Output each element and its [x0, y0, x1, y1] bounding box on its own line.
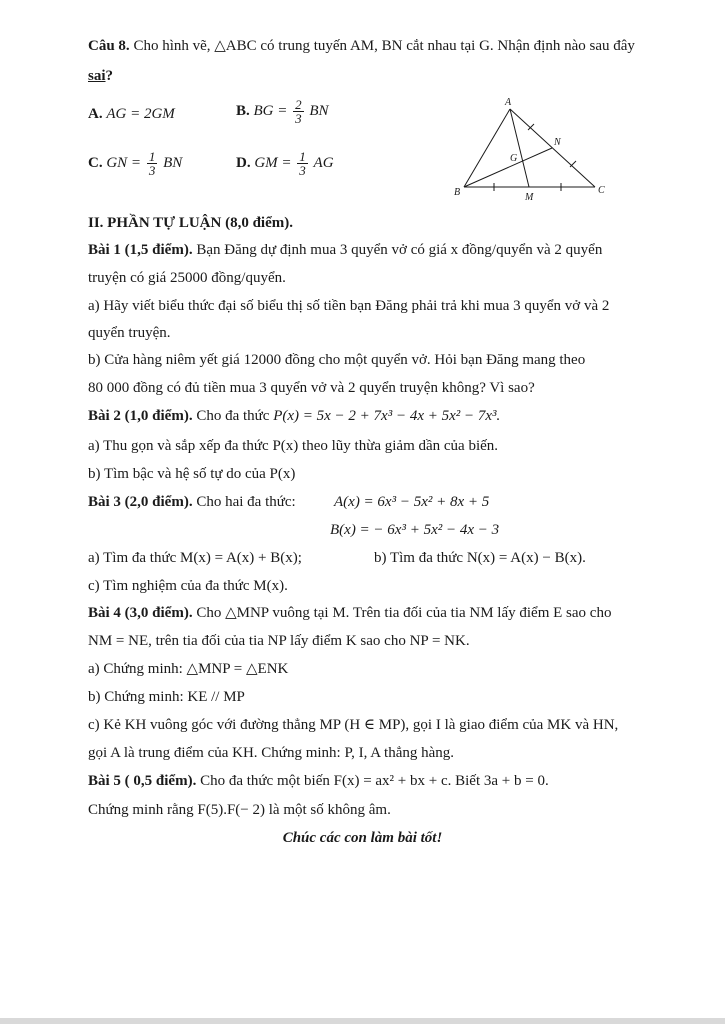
bai3-b: b) Tìm đa thức N(x) = A(x) − B(x). — [374, 550, 586, 566]
triangle-figure — [450, 95, 620, 210]
bai5-line-1 — [88, 771, 549, 791]
bai3-poly-b: B(x) = − 6x³ + 5x² − 4x − 3 — [330, 522, 500, 538]
bai2-line-1 — [88, 406, 500, 426]
label-b: B — [454, 187, 461, 198]
option-lhs: GM = — [254, 154, 292, 171]
q8-option-d — [236, 150, 334, 177]
bai1-line-1 — [88, 240, 602, 260]
median-bn — [464, 148, 552, 187]
q8-text: Cho hình vẽ, △ABC có trung tuyến AM, BN cắt nhau tại G. Nhận định nào sau đây — [133, 38, 635, 54]
median-am — [510, 109, 529, 187]
fraction — [293, 98, 304, 125]
bai1-b-2: 80 000 đồng có đủ tiền mua 3 quyển vở và 2 quyển truyện không? Vì sao? — [88, 380, 535, 396]
label-n: N — [554, 137, 561, 148]
fraction-den: 3 — [299, 163, 306, 178]
bai5-label: Bài 5 ( 0,5 điểm). — [88, 773, 197, 789]
fraction-num: 1 — [299, 149, 306, 164]
q8-label: Câu 8. — [88, 38, 130, 54]
bai5-text-2: Chứng minh rằng F(5).F(− 2) là một số không âm. — [88, 802, 391, 818]
bai5-text-1: Cho đa thức một biến F(x) = ax² + bx + c. Biết 3a + b = 0. — [200, 773, 549, 789]
bai1-text-1: Bạn Đăng dự định mua 3 quyển vở có giá x đồng/quyển và 2 quyển — [196, 242, 603, 258]
option-letter: D. — [236, 154, 251, 171]
bai2-b: b) Tìm bậc và hệ số tự do của P(x) — [88, 466, 296, 482]
fraction — [147, 150, 158, 177]
bai4-line-1 — [88, 603, 611, 623]
bai4-c-1: c) Kẻ KH vuông góc với đường thẳng MP (H ∈ MP), gọi I là giao điểm của MK và HN, — [88, 717, 619, 733]
bai3-a: a) Tìm đa thức M(x) = A(x) + B(x); — [88, 550, 302, 566]
bai3-text: Cho hai đa thức: — [196, 494, 296, 510]
q8-option-b — [236, 98, 329, 125]
bai4-a: a) Chứng minh: △MNP = △ENK — [88, 661, 289, 677]
bai3-label: Bài 3 (2,0 điểm). — [88, 494, 193, 510]
bai3-line-1 — [88, 492, 296, 512]
q8-wrong-word: sai — [88, 68, 106, 84]
label-c: C — [598, 185, 605, 196]
bai1-b-1: b) Cửa hàng niêm yết giá 12000 đồng cho một quyển vở. Hỏi bạn Đăng mang theo — [88, 352, 586, 368]
bai4-b: b) Chứng minh: KE // MP — [88, 689, 245, 705]
option-lhs: GN = — [106, 154, 142, 171]
bai1-a-1: a) Hãy viết biểu thức đại số biểu thị số tiền bạn Đăng phải trả khi mua 3 quyển vở và 2 — [88, 298, 610, 314]
fraction — [297, 150, 308, 177]
tick-nc — [570, 161, 576, 167]
bai4-c-2: gọi A là trung điểm của KH. Chứng minh: P, I, A thẳng hàng. — [88, 745, 455, 761]
fraction-den: 3 — [148, 163, 156, 178]
bai2-poly: P(x) = 5x − 2 + 7x³ − 4x + 5x² − 7x³. — [273, 408, 501, 424]
option-letter: B. — [236, 102, 250, 119]
q8-line-1 — [88, 36, 635, 56]
scan-bottom-edge — [0, 1018, 725, 1024]
q8-option-c — [88, 150, 182, 177]
bai1-label: Bài 1 (1,5 điểm). — [88, 242, 193, 258]
bai3-c: c) Tìm nghiệm của đa thức M(x). — [88, 578, 288, 594]
bai2-label: Bài 2 (1,0 điểm). — [88, 408, 193, 424]
bai1-a-2: quyển truyện. — [88, 325, 171, 341]
side-ab — [464, 109, 510, 187]
bai1-text-2: truyện có giá 25000 đồng/quyển. — [88, 270, 286, 286]
bai4-text-2: NM = NE, trên tia đối của tia NP lấy điểm K sao cho NP = NK. — [88, 633, 470, 649]
fraction-den: 3 — [295, 111, 302, 126]
bai4-text-1: Cho △MNP vuông tại M. Trên tia đối của tia NM lấy điểm E sao cho — [196, 605, 612, 621]
label-a: A — [505, 97, 512, 108]
part2-title: II. PHẦN TỰ LUẬN (8,0 điểm). — [88, 215, 293, 231]
bai4-label: Bài 4 (3,0 điểm). — [88, 605, 193, 621]
q8-line-2 — [88, 66, 113, 86]
closing-line: Chúc các con làm bài tốt! — [282, 830, 443, 846]
bai2-text: Cho đa thức — [196, 408, 270, 424]
option-letter: A. — [88, 106, 103, 122]
option-expr: AG = 2GM — [106, 106, 175, 122]
option-rhs: AG — [313, 154, 334, 171]
side-ac — [510, 109, 595, 187]
option-rhs: BN — [309, 102, 329, 119]
label-m: M — [525, 192, 534, 203]
option-lhs: BG = — [253, 102, 288, 119]
fraction-num: 1 — [148, 149, 156, 164]
q8-qmark: ? — [105, 68, 114, 84]
option-rhs: BN — [163, 154, 183, 171]
q8-option-a — [88, 104, 175, 124]
label-g: G — [510, 153, 518, 164]
fraction-num: 2 — [295, 97, 302, 112]
option-letter: C. — [88, 154, 103, 171]
bai2-a: a) Thu gọn và sắp xếp đa thức P(x) theo lũy thừa giảm dần của biến. — [88, 438, 499, 454]
bai3-poly-a: A(x) = 6x³ − 5x² + 8x + 5 — [334, 494, 490, 510]
